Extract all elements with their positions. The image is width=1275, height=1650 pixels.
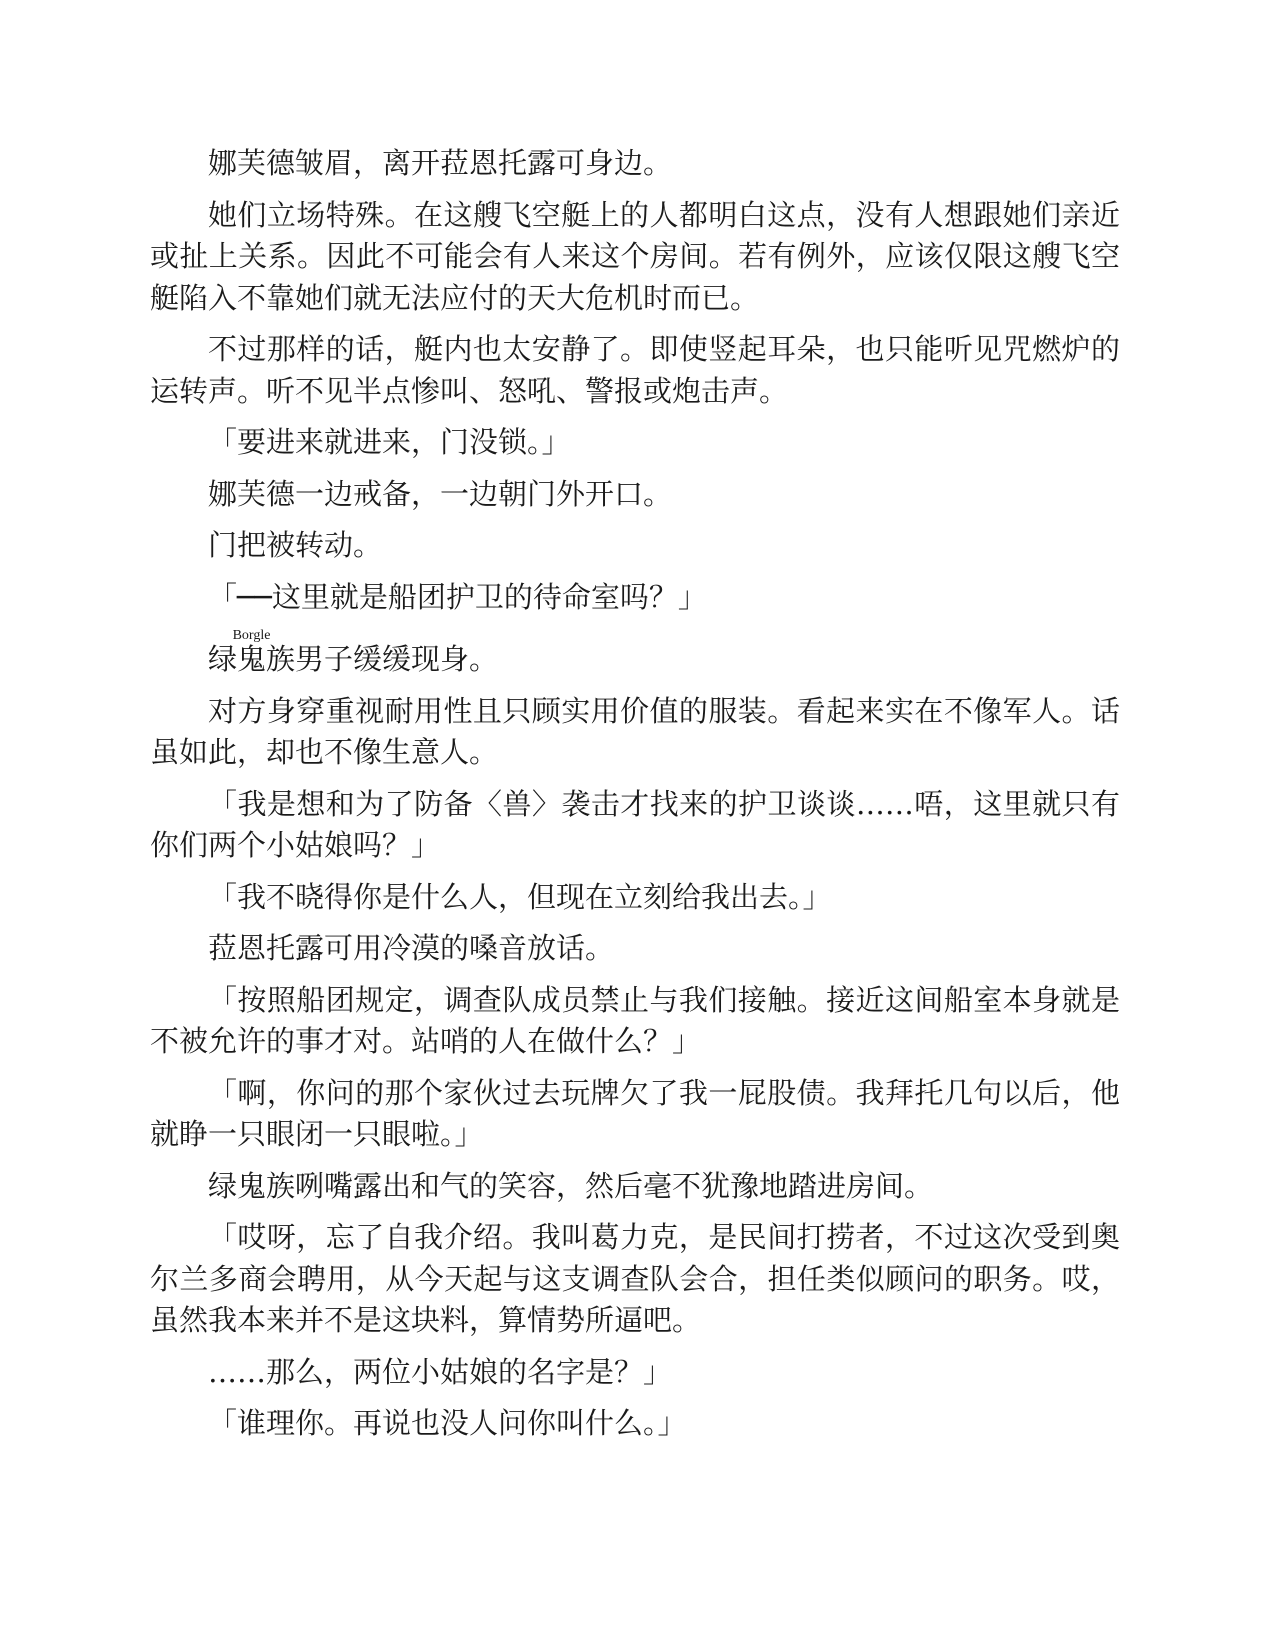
paragraph: 「哎呀，忘了自我介绍。我叫葛力克，是民间打捞者，不过这次受到奥尔兰多商会聘用，从今天起与这支调查队会合，担任类似顾问的职务。哎，虽然我本来并不是这块料，算情势所逼吧。 — [150, 1220, 1120, 1337]
ruby-base: 绿鬼族 — [208, 642, 296, 676]
page-text-body — [150, 143, 1120, 1455]
paragraph: 对方身穿重视耐用性且只顾实用价值的服装。看起来实在不像军人。话虽如此，却也不像生意人。 — [150, 693, 1120, 769]
paragraph: 门把被转动。 — [208, 528, 383, 562]
paragraph: 不过那样的话，艇内也太安静了。即使竖起耳朵，也只能听见咒燃炉的运转声。听不见半点惨叫、怒吼、警报或炮击声。 — [150, 332, 1120, 408]
paragraph: 娜芙德皱眉，离开菈恩托露可身边。 — [208, 146, 673, 180]
paragraph: 娜芙德一边戒备，一边朝门外开口。 — [208, 476, 673, 511]
ruby-term — [208, 628, 296, 676]
paragraph: 「按照船团规定，调查队成员禁止与我们接触。接近这间船室本身就是不被允许的事才对。站哨的人在做什么？」 — [150, 982, 1120, 1058]
paragraph: ……那么，两位小姑娘的名字是？」 — [208, 1354, 673, 1389]
paragraph: 「──这里就是船团护卫的待命室吗？」 — [208, 579, 707, 614]
paragraph-with-ruby — [150, 628, 1120, 681]
ruby-annotation: Borgle — [208, 628, 296, 643]
paragraph: 「我不晓得你是什么人，但现在立刻给我出去。」 — [208, 879, 832, 914]
ruby-paragraph-rest: 男子缓缓现身。 — [295, 642, 499, 676]
paragraph: 她们立场特殊。在这艘飞空艇上的人都明白这点，没有人想跟她们亲近或扯上关系。因此不可能会有人来这个房间。若有例外，应该仅限这艘飞空艇陷入不靠她们就无法应付的天大危机时而已。 — [150, 197, 1120, 315]
paragraph: 「谁理你。再说也没人问你叫什么。」 — [208, 1406, 687, 1440]
paragraph: 「我是想和为了防备〈兽〉袭击才找来的护卫谈谈……唔，这里就只有你们两个小姑娘吗？」 — [150, 786, 1120, 862]
paragraph: 「啊，你问的那个家伙过去玩牌欠了我一屁股债。我拜托几句以后，他就睁一只眼闭一只眼啦。」 — [150, 1075, 1120, 1151]
paragraph: 菈恩托露可用冷漠的嗓音放话。 — [208, 931, 615, 965]
paragraph: 「要进来就进来，门没锁。」 — [208, 425, 571, 459]
paragraph: 绿鬼族咧嘴露出和气的笑容，然后毫不犹豫地踏进房间。 — [208, 1168, 934, 1203]
